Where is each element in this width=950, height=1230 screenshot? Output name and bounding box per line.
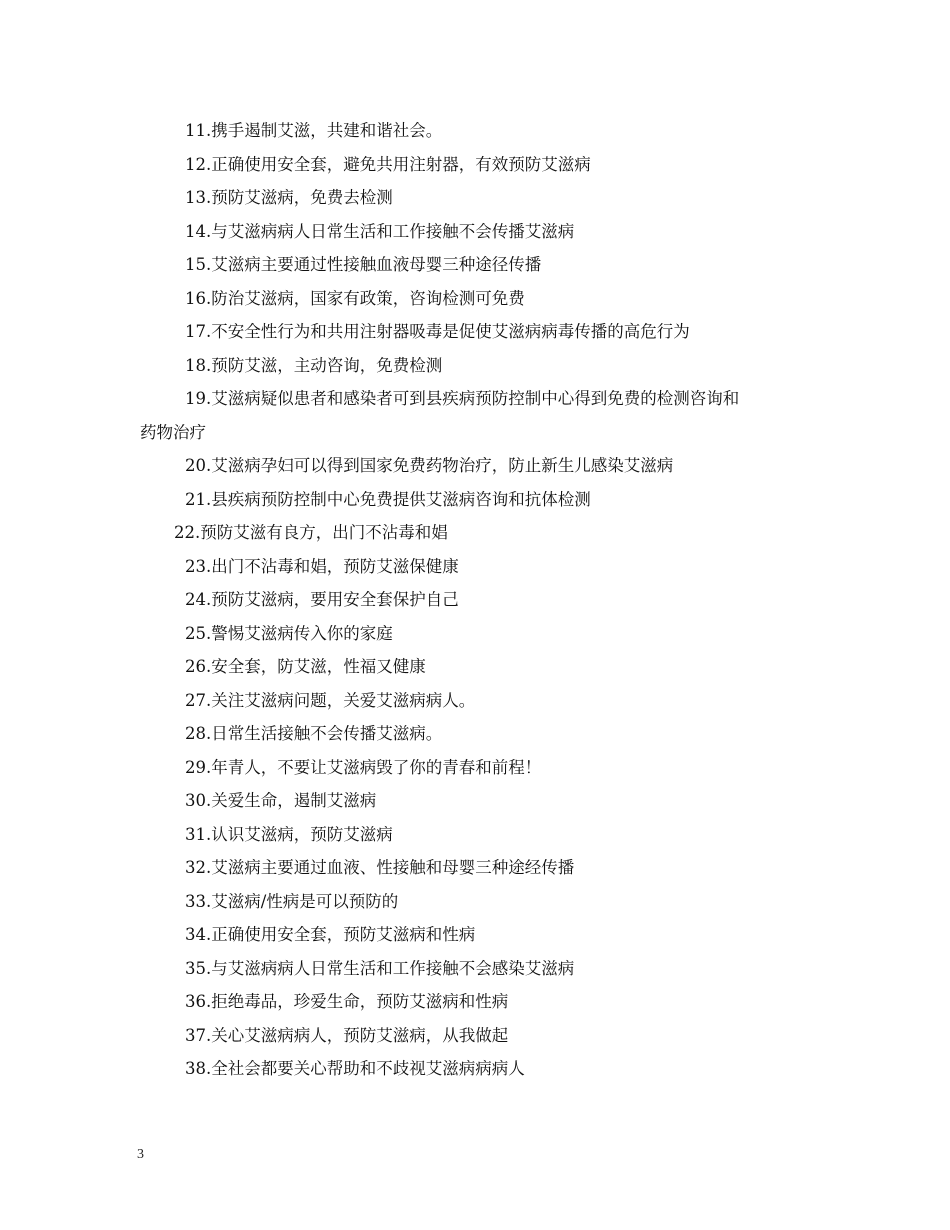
list-item: 16.防治艾滋病，国家有政策，咨询检测可免费 xyxy=(185,288,525,308)
list-item: 15.艾滋病主要通过性接触血液母婴三种途径传播 xyxy=(185,255,542,274)
slogan-list xyxy=(0,114,950,1086)
list-item: 19.艾滋病疑似患者和感染者可到县疾病预防控制中心得到免费的检测咨询和 xyxy=(185,389,740,408)
list-item: 26.安全套，防艾滋，性福又健康 xyxy=(185,657,426,676)
list-item: 13.预防艾滋病，免费去检测 xyxy=(185,188,393,207)
list-item: 17.不安全性行为和共用注射器吸毒是促使艾滋病病毒传播的高危行为 xyxy=(185,322,690,341)
list-item: 21.县疾病预防控制中心免费提供艾滋病咨询和抗体检测 xyxy=(185,489,591,509)
list-item: 36.拒绝毒品，珍爱生命，预防艾滋病和性病 xyxy=(185,992,509,1011)
list-item: 25.警惕艾滋病传入你的家庭 xyxy=(185,623,393,643)
list-item: 11.携手遏制艾滋，共建和谐社会。 xyxy=(185,121,443,140)
list-item: 28.日常生活接触不会传播艾滋病。 xyxy=(185,724,443,743)
list-item: 27.关注艾滋病问题，关爱艾滋病病人。 xyxy=(185,690,476,710)
page-number: 3 xyxy=(137,1147,144,1162)
list-item: 22.预防艾滋有良方，出门不沾毒和娼 xyxy=(174,523,448,542)
list-item: 38.全社会都要关心帮助和不歧视艾滋病病病人 xyxy=(185,1059,525,1078)
list-item: 20.艾滋病孕妇可以得到国家免费药物治疗，防止新生儿感染艾滋病 xyxy=(185,456,674,475)
list-item: 33.艾滋病/性病是可以预防的 xyxy=(185,891,399,911)
list-item: 30.关爱生命，遏制艾滋病 xyxy=(185,791,377,810)
list-item: 29.年青人，不要让艾滋病毁了你的青春和前程！ xyxy=(185,757,542,777)
list-item: 23.出门不沾毒和娼，预防艾滋保健康 xyxy=(185,556,459,576)
list-item: 12.正确使用安全套，避免共用注射器，有效预防艾滋病 xyxy=(185,154,591,174)
list-item: 24.预防艾滋病，要用安全套保护自己 xyxy=(185,590,459,609)
list-item: 32.艾滋病主要通过血液、性接触和母婴三种途经传播 xyxy=(185,858,575,877)
list-item: 31.认识艾滋病，预防艾滋病 xyxy=(185,824,393,844)
list-item: 37.关心艾滋病病人，预防艾滋病，从我做起 xyxy=(185,1025,509,1045)
list-item: 14.与艾滋病病人日常生活和工作接触不会传播艾滋病 xyxy=(185,221,575,241)
list-item: 35.与艾滋病病人日常生活和工作接触不会感染艾滋病 xyxy=(185,958,575,978)
list-item: 18.预防艾滋，主动咨询，免费检测 xyxy=(185,355,443,375)
list-item: 34.正确使用安全套，预防艾滋病和性病 xyxy=(185,925,476,944)
list-item-continuation: 药物治疗 xyxy=(140,422,206,442)
